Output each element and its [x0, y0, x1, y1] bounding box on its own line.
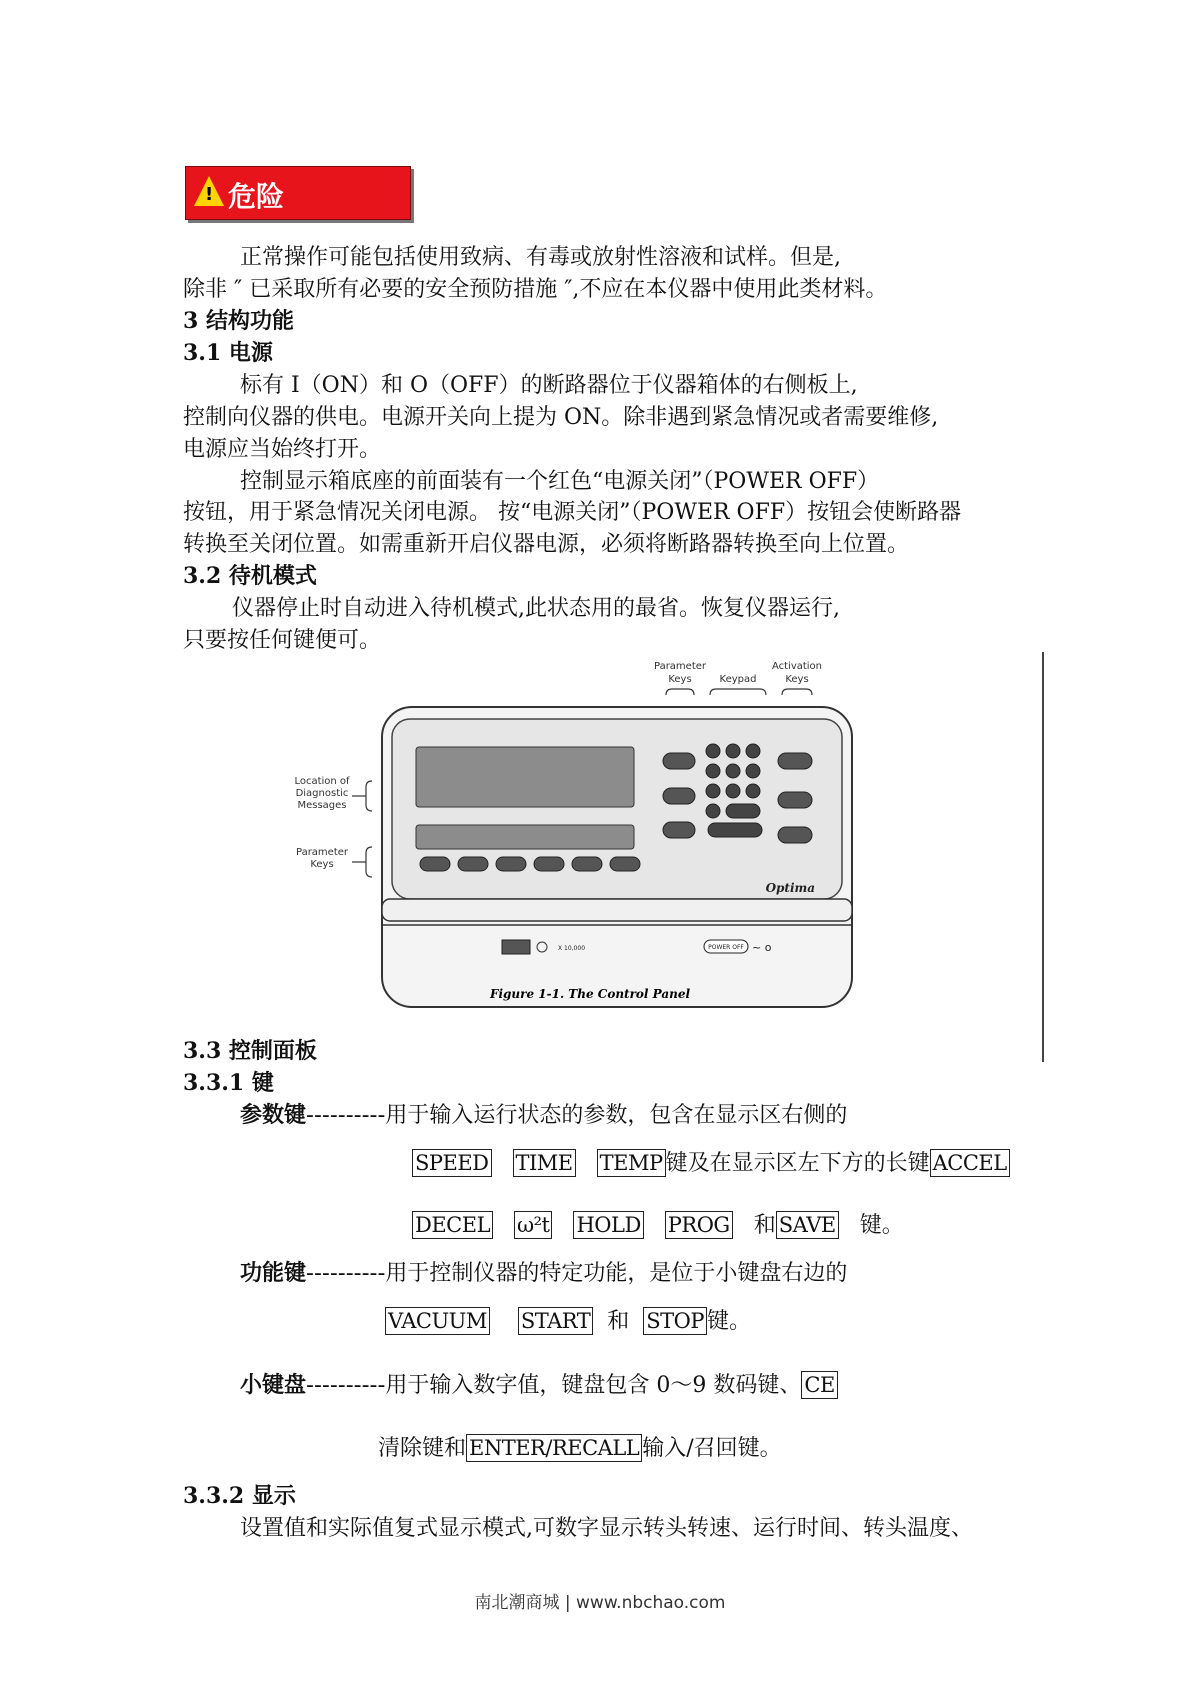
paragraph-line: 电源应当始终打开。: [183, 437, 382, 462]
paragraph-line: 仪器停止时自动进入待机模式,此状态用的最省。恢复仪器运行,: [232, 596, 840, 621]
keypad-line: [240, 1370, 838, 1401]
paragraph-line: 标有 I（ON）和 O（OFF）的断路器位于仪器箱体的右侧板上,: [240, 373, 858, 398]
paragraph-line: 除非 ″ 已采取所有必要的安全预防措施 ″,不应在本仪器中使用此类材料。: [183, 277, 888, 302]
dashes: ----------: [306, 1373, 386, 1398]
paragraph-line: 控制向仪器的供电。电源开关向上提为 ON。除非遇到紧急情况或者需要维修,: [183, 405, 939, 430]
ce-key: CE: [801, 1371, 837, 1399]
clear-pre-text: 清除键和: [378, 1436, 467, 1461]
and-text: 和: [753, 1213, 776, 1238]
start-key: START: [518, 1307, 593, 1335]
control-panel-figure: [280, 655, 900, 1015]
figure-label: Parameter: [653, 661, 707, 672]
function-keys-title: 功能键: [240, 1260, 307, 1286]
param-keys-row2: [412, 1210, 904, 1241]
footer-text: 南北潮商城 | www.nbchao.com: [474, 1593, 726, 1613]
figure-label: Keys: [668, 674, 692, 685]
figure-label: Keys: [310, 859, 334, 870]
paragraph-line: 按钮，用于紧急情况关闭电源。 按“电源关闭”（POWER OFF）按钮会使断路器: [183, 500, 962, 525]
section-heading: 3.1 电源: [183, 340, 273, 366]
danger-label: 危险: [228, 180, 285, 213]
param-keys-desc: 用于输入运行状态的参数，包含在显示区右侧的: [385, 1103, 848, 1128]
key-end-text: 键。: [859, 1213, 904, 1238]
section-heading: 3.2 待机模式: [183, 563, 317, 589]
section-heading: 3.3 控制面板: [183, 1038, 317, 1064]
param-keys-title: 参数键: [240, 1102, 307, 1128]
temp-key: TEMP: [597, 1149, 666, 1177]
danger-banner: [185, 166, 411, 220]
vacuum-key: VACUUM: [385, 1307, 490, 1335]
figure-label: Messages: [297, 800, 347, 811]
paragraph-line: 只要按任何键便可。: [183, 628, 382, 653]
paragraph-line: 转换至关闭位置。如需重新开启仪器电源，必须将断路器转换至向上位置。: [183, 532, 910, 557]
and-text: 和: [607, 1309, 630, 1334]
paragraph-line: 正常操作可能包括使用致病、有毒或放射性溶液和试样。但是,: [240, 245, 841, 270]
accel-key: ACCEL: [930, 1149, 1010, 1177]
param-keys-mid: 键及在显示区左下方的长键: [665, 1151, 930, 1176]
section-heading: 3.3.1 键: [183, 1070, 274, 1096]
save-key: SAVE: [776, 1211, 839, 1239]
key-end-text: 键。: [706, 1309, 751, 1334]
brand-logo: Optima: [765, 881, 815, 895]
prog-key: PROG: [665, 1211, 733, 1239]
speed-key: SPEED: [412, 1149, 492, 1177]
function-keys-row: [385, 1306, 751, 1337]
section-heading: 3.3.2 显示: [183, 1483, 296, 1509]
keypad-desc: 用于输入数字值，键盘包含 0～9 数码键、: [385, 1373, 802, 1398]
function-keys-line: [240, 1258, 847, 1289]
omega-key: ω²t: [514, 1211, 552, 1239]
power-off-label: POWER OFF: [708, 944, 744, 951]
figure-label: Parameter: [295, 847, 349, 858]
decel-key: DECEL: [412, 1211, 493, 1239]
section-heading: 3 结构功能: [183, 308, 294, 334]
stop-key: STOP: [643, 1307, 707, 1335]
keypad-title: 小键盘: [240, 1372, 307, 1398]
figure-label: Keypad: [719, 674, 757, 685]
margin-line: [1042, 652, 1044, 1062]
svg-text:~ o: ~ o: [752, 941, 772, 954]
paragraph-line: 设置值和实际值复式显示模式,可数字显示转头转速、运行时间、转头温度、: [240, 1516, 973, 1541]
keypad-row: [378, 1433, 782, 1464]
dashes: ----------: [306, 1261, 386, 1286]
time-key: TIME: [513, 1149, 576, 1177]
figure-label: Keys: [785, 674, 809, 685]
paragraph-line: 控制显示箱底座的前面装有一个红色“电源关闭”（POWER OFF）: [240, 469, 880, 494]
enter-recall-key: ENTER/RECALL: [466, 1434, 642, 1462]
param-keys-row1: [412, 1148, 1010, 1179]
clear-post-text: 输入/召回键。: [642, 1436, 782, 1461]
hold-key: HOLD: [573, 1211, 643, 1239]
figure-label: Location of: [294, 776, 350, 787]
counter-label: X 10,000: [558, 945, 586, 952]
dashes: ----------: [306, 1103, 386, 1128]
figure-label: Diagnostic: [295, 788, 349, 799]
figure-label: Activation: [771, 661, 823, 672]
param-keys-line: [240, 1100, 847, 1131]
warning-exclamation: !: [205, 184, 214, 205]
figure-caption: Figure 1-1. The Control Panel: [489, 987, 691, 1001]
function-keys-desc: 用于控制仪器的特定功能，是位于小键盘右边的: [385, 1261, 848, 1286]
